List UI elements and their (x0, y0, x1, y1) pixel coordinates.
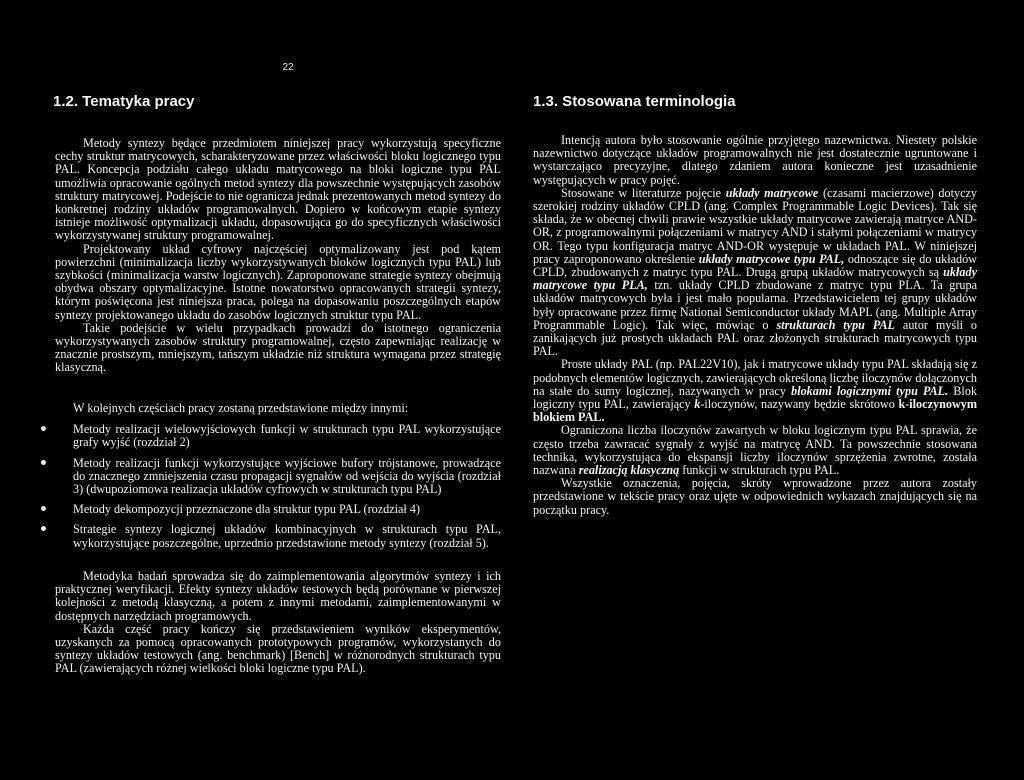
bullet-icon (41, 460, 46, 465)
text-run: Blok logiczny typu PAL, zawierający (533, 383, 978, 412)
list-item (55, 457, 501, 497)
text-run: tzn. układy CPLD zbudowane z matryc typu PLA. Ta grupa układów matrycowych była i jest mało popularna. Przedstawicielem tej grupy układów były opracowane przez firmę National Semiconductor układy MAPL (ang. Multiple Array Programmable Logic). Tak więc, mówiąc o (533, 278, 977, 332)
text-run: Proste układy PAL (np. PAL22V10), jak i matrycowe układy typu PAL składają się z podobnych elementów logicznych, zawierających określoną liczbę iloczynów dołączonych na stałe do sumy logicznej, nazywanych w pracy (533, 357, 977, 398)
bullet-list (55, 423, 501, 550)
paragraph: Takie podejście w wielu przypadkach prowadzi do istotnego ograniczenia wykorzystywanych zasobów struktury programowalnej, często zapewniając realizację w znacznie prostszym, mniejszym, tańszym układzie niż struktura wymagana przez strategię klasyczną. (55, 320, 501, 375)
list-item-text: Metody dekompozycji przeznaczone dla struktur typu PAL (rozdział 4) (73, 502, 421, 517)
section-heading-tematyka: 1.2. Tematyka pracy (53, 93, 195, 110)
paragraph: Każda część pracy kończy się przedstawieniem wyników eksperymentów, uzyskanych za pomocą opracowanych prototypowych programów, wykorzystanych do syntezy układów testowych (ang. benchmark) [Bench] w różnorodnych strukturach typu PAL (zawierających różnej wielkości bloki logiczne typu PAL). (55, 621, 501, 676)
list-item (55, 523, 501, 549)
list-item (55, 423, 501, 449)
term-emphasis: k-iloczynowym blokiem PAL. (533, 397, 977, 425)
term-emphasis: układy matrycowe typu PAL, (698, 251, 845, 266)
term-emphasis: realizacją klasyczną (578, 463, 680, 478)
term-emphasis: strukturach typu PAL (776, 317, 895, 332)
term-emphasis: k (694, 397, 701, 412)
list-intro: W kolejnych częściach pracy zostaną przedstawione między innymi: (73, 401, 409, 415)
paragraph: Projektowany układ cyfrowy najczęściej optymalizowany jest pod kątem powierzchni (minimalizacja liczby wykorzystywanych bloków logicznych typu PAL) lub szybkości (minimalizacja warstw logicznych). Zaproponowane strategie syntezy obejmują obydwa obszary optymalizacyjne. Istotne nowatorstwo opracowanych strategii syntezy, którym poświęcona jest niniejsza praca, polega na dopasowaniu poszczególnych etapów syntezy projektowanego układu do zasobów logicznych struktur typu PAL. (55, 241, 501, 322)
term-emphasis: blokami logicznymi typu PAL. (791, 383, 949, 398)
paragraph: Metody syntezy będące przedmiotem niniejszej pracy wykorzystują specyficzne cechy struktur matrycowych, scharakteryzowane przez właściwości bloku logicznego typu PAL. Koncepcja podziału całego układu matrycowego na bloki logiczne typu PAL umożliwia opracowanie ogólnych metod syntezy dla powszechnie występujących zasobów struktury matrycowej. Podejście to nie ogranicza jednak prezentowanych metod syntezy do konkretnej rodziny układów programowalnych. Dopiero w końcowym etapie syntezy istnieje możliwość optymalizacji układu, dopasowująca go do specyficznych właściwości wykorzystywanej struktury programowalnej. (55, 136, 501, 243)
text-run: Ograniczona liczba iloczynów zawartych w bloku logicznym typu PAL sprawia, że często trzeba zawracać sygnały z wyjść na matrycę AND. Ta powszechnie stosowana technika, wykorzystująca do ekspansji liczby iloczynów sprzężenia zwrotne, została nazwana (533, 423, 977, 478)
paragraph (533, 424, 977, 477)
paragraph (533, 358, 977, 424)
text-run: odnoszące się do układów CPLD, zbudowanych z matryc typu PAL. Drugą grupą układów matrycowych są (533, 251, 977, 280)
text-run: autor myśli o zanikających już prostych układach PAL oraz złożonych strukturach matrycowych typu PAL. (533, 317, 977, 359)
text-run: (czasami macierzowe) dotyczy szerokiej rodziny układów CPLD (ang. Complex Programmable Logic Devices). Tak się składa, że w obecnej chwili prawie wszystkie układy matrycowe zawierają matryce AND-OR, z programowalnymi połączeniami w matrycy AND i stałymi połączeniami w matrycy OR. Tego typu konfiguracja matryc AND-OR występuje w układach PAL. W niniejszej pracy zaproponowano określenie (533, 185, 978, 266)
list-item-text: Strategie syntezy logicznej układów kombinacyjnych w strukturach typu PAL, wykorzystujące poszczególne, uprzednio przedstawione metody syntezy (rozdział 5). (73, 522, 501, 550)
paragraph: Intencją autora było stosowanie ogólnie przyjętego nazewnictwa. Niestety polskie nazewnictwo dotyczące układów programowalnych nie jest dostatecznie ugruntowane i wystarczająco precyzyjne, dlatego zdaniem autora konieczne jest uzasadnienie występujących w pracy pojęć. (533, 133, 977, 187)
section-heading-terminologia: 1.3. Stosowana terminologia (533, 93, 736, 110)
paragraph (533, 187, 977, 359)
term-emphasis: układy matrycowe (725, 185, 819, 200)
text-run: funkcji w strukturach typu PAL. (679, 463, 840, 478)
bullet-icon (41, 506, 46, 511)
left-column-list-section (55, 402, 501, 557)
left-column-body (55, 137, 501, 375)
paragraph: Metodyka badań sprowadza się do zaimplementowania algorytmów syntezy i ich praktycznej weryfikacji. Efekty syntezy układów testowych będą porównane w pierwszej kolejności z metodą klasyczną, a potem z innymi metodami, zaimplementowanymi w dostępnych narzędziach programowych. (55, 569, 501, 623)
text-run: -iloczynów, nazywany będzie skrótowo (700, 397, 899, 412)
list-item-text: Metody realizacji wielowyjściowych funkcji w strukturach typu PAL wykorzystujące grafy wyjść (rozdział 2) (73, 422, 501, 450)
text-run: Stosowane w literaturze pojęcie (561, 185, 726, 200)
paragraph: Wszystkie oznaczenia, pojęcia, skróty wprowadzone przez autora zostały przedstawione w tekście pracy oraz ujęte w odpowiednich wykazach znajdujących się na początku pracy. (533, 476, 977, 517)
list-item (55, 503, 501, 516)
right-column-body (533, 134, 977, 517)
bullet-icon (41, 526, 46, 531)
page-number: 22 (282, 62, 294, 73)
list-item-text: Metody realizacji funkcji wykorzystujące wyjściowe bufory trójstanowe, prowadzące do znacznego zmniejszenia czasu propagacji sygnałów od wejścia do wyjścia (rozdział 3) (dwupoziomowa realizacja układów cyfrowych w strukturach typu PAL) (73, 455, 501, 497)
bullet-icon (41, 426, 46, 431)
left-column-closing (55, 570, 501, 676)
term-emphasis: układy matrycowe typu PLA, (533, 265, 977, 293)
